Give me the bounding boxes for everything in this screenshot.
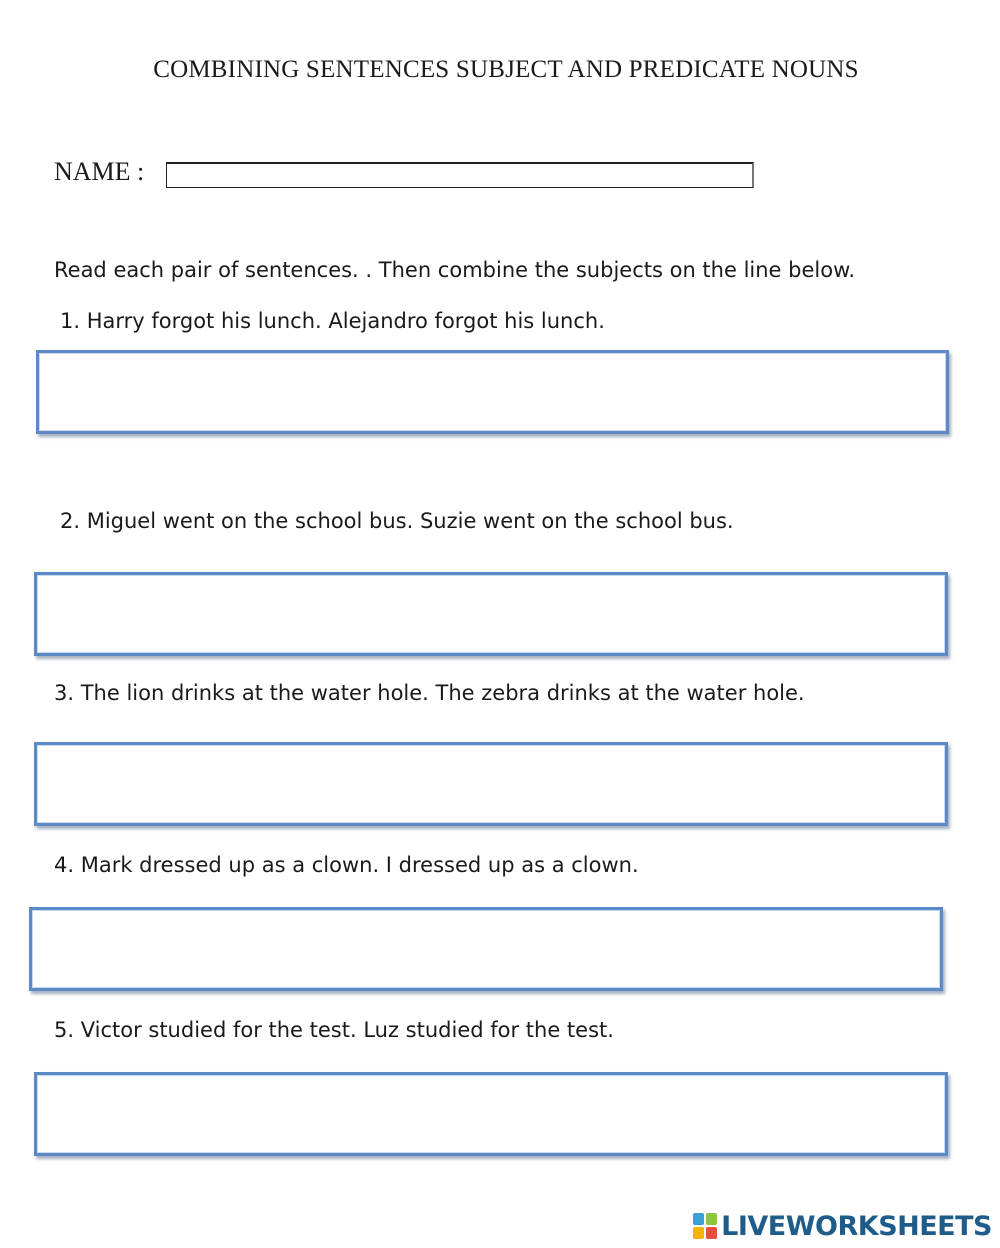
- name-label: NAME :: [54, 157, 145, 186]
- question-5-text: 5. Victor studied for the test. Luz studied for the test.: [54, 1018, 614, 1042]
- answer-4-field[interactable]: [29, 907, 943, 991]
- logo-tile-blue: [693, 1213, 704, 1225]
- answer-5-field[interactable]: [34, 1072, 948, 1156]
- logo-tile-yellow: [693, 1227, 704, 1239]
- name-field[interactable]: [166, 162, 754, 188]
- liveworksheets-logo-icon: [693, 1213, 717, 1239]
- logo-tile-red: [706, 1227, 717, 1239]
- instructions-text: Read each pair of sentences. . Then combine the subjects on the line below.: [54, 258, 855, 282]
- liveworksheets-logo: [693, 1210, 992, 1242]
- answer-3-field[interactable]: [34, 742, 948, 826]
- logo-tile-green: [706, 1213, 717, 1225]
- answer-2-field[interactable]: [34, 572, 948, 656]
- question-1-text: 1. Harry forgot his lunch. Alejandro forgot his lunch.: [60, 309, 605, 333]
- answer-1-field[interactable]: [36, 350, 949, 434]
- question-3-text: 3. The lion drinks at the water hole. The zebra drinks at the water hole.: [54, 681, 805, 705]
- logo-text: LIVEWORKSHEETS: [721, 1210, 992, 1242]
- worksheet-title: COMBINING SENTENCES SUBJECT AND PREDICATE NOUNS: [153, 56, 859, 83]
- question-4-text: 4. Mark dressed up as a clown. I dressed up as a clown.: [54, 853, 639, 877]
- question-2-text: 2. Miguel went on the school bus. Suzie went on the school bus.: [60, 509, 734, 533]
